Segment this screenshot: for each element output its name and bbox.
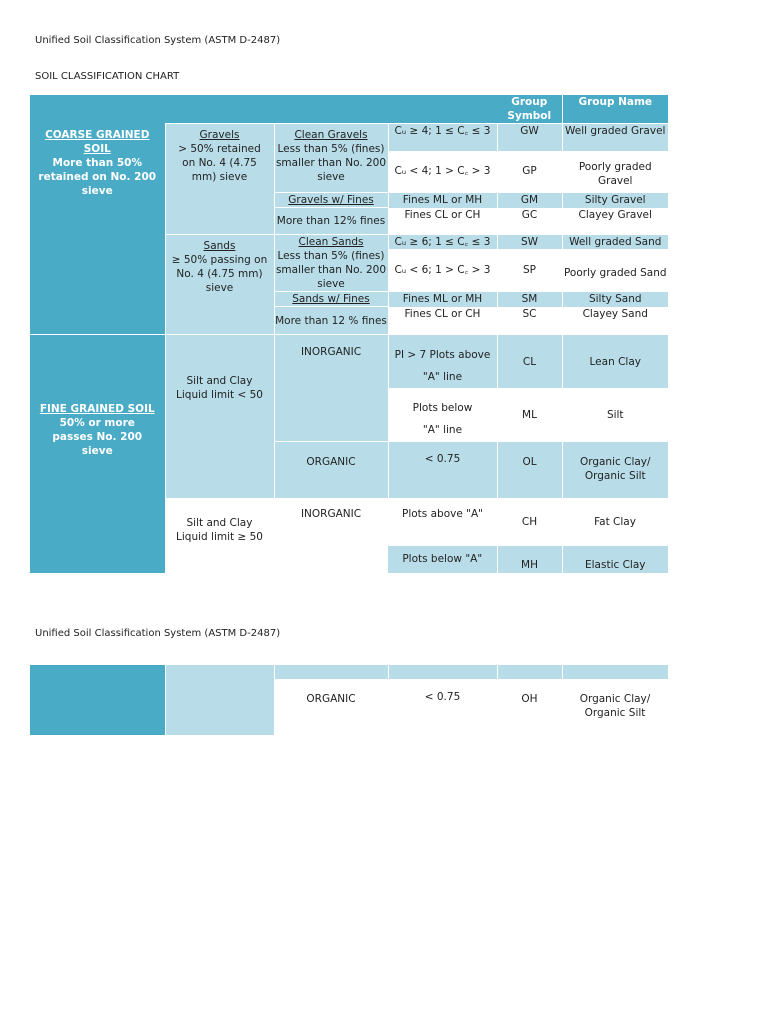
- sw-name: Well graded Sand: [562, 235, 668, 250]
- gravels-fines-title: Gravels w/ Fines: [274, 193, 388, 208]
- ol-criteria: < 0.75: [388, 442, 497, 498]
- gravels-desc: > 50% retained on No. 4 (4.75 mm) sieve: [178, 143, 261, 183]
- low-organic: ORGANIC: [274, 442, 388, 498]
- gp-symbol: GP: [497, 151, 562, 193]
- document-title: Unified Soil Classification System (ASTM D-2487): [35, 35, 281, 46]
- gw-name: Well graded Gravel: [562, 124, 668, 151]
- ml-name: Silt: [562, 388, 668, 442]
- low-ll-cell: [165, 335, 274, 498]
- soil-classification-table-continued: [30, 665, 668, 735]
- ol-name: Organic Clay/ Organic Silt: [562, 442, 668, 498]
- sands-cell: [165, 235, 274, 335]
- sp-criteria: Cᵤ < 6; 1 > C꜀ > 3: [388, 249, 497, 291]
- mh-name: Elastic Clay: [562, 546, 668, 573]
- sc-criteria: Fines CL or CH: [388, 307, 497, 335]
- coarse-grained-desc: More than 50% retained on No. 200 sieve: [38, 156, 157, 197]
- high-organic: ORGANIC: [274, 679, 388, 735]
- gravels-fines-desc: More than 12% fines: [274, 208, 388, 235]
- soil-classification-table: [30, 95, 668, 573]
- gm-symbol: GM: [497, 193, 562, 208]
- low-inorganic: INORGANIC: [274, 335, 388, 442]
- high-inorganic: INORGANIC: [274, 498, 388, 573]
- gw-symbol: GW: [497, 124, 562, 151]
- cont-fine-grained-cell: [30, 665, 165, 735]
- chart-title: SOIL CLASSIFICATION CHART: [35, 71, 180, 82]
- gravels-title: Gravels: [199, 129, 240, 141]
- document-title-repeat: Unified Soil Classification System (ASTM D-2487): [35, 628, 281, 639]
- high-ll-cell: [165, 498, 274, 573]
- gc-name: Clayey Gravel: [562, 208, 668, 235]
- cl-name: Lean Clay: [562, 335, 668, 389]
- fine-grained-cell: [30, 335, 165, 573]
- cont-blank-1: [274, 665, 388, 679]
- fine-grained-title: FINE GRAINED SOIL: [39, 402, 155, 415]
- ml-criteria-line2: "A" line: [422, 424, 463, 436]
- ch-symbol: CH: [497, 498, 562, 546]
- sands-title: Sands: [203, 240, 236, 252]
- sw-symbol: SW: [497, 235, 562, 250]
- sands-fines-title: Sands w/ Fines: [274, 292, 388, 307]
- coarse-grained-title: COARSE GRAINED SOIL: [45, 128, 150, 155]
- clean-sands-title: Clean Sands: [298, 236, 364, 248]
- clean-gravels-title: Clean Gravels: [294, 129, 368, 141]
- clean-gravels-cell: [274, 124, 388, 193]
- oh-name: Organic Clay/ Organic Silt: [562, 679, 668, 735]
- gp-criteria: Cᵤ < 4; 1 > C꜀ > 3: [388, 151, 497, 193]
- ml-criteria-line1: Plots below: [412, 402, 473, 414]
- cont-blank-3: [497, 665, 562, 679]
- header-group-symbol: Group Symbol: [497, 95, 562, 124]
- ml-symbol: ML: [497, 388, 562, 442]
- cont-high-ll-cell: [165, 665, 274, 735]
- sc-symbol: SC: [497, 307, 562, 335]
- ch-criteria: Plots above "A": [388, 498, 497, 546]
- ch-name: Fat Clay: [562, 498, 668, 546]
- gc-symbol: GC: [497, 208, 562, 235]
- fine-grained-desc: 50% or more passes No. 200 sieve: [52, 416, 143, 457]
- coarse-grained-cell: [30, 124, 165, 335]
- sm-symbol: SM: [497, 292, 562, 307]
- oh-symbol: OH: [497, 679, 562, 735]
- clean-sands-cell: [274, 235, 388, 292]
- sm-name: Silty Sand: [562, 292, 668, 307]
- gw-criteria: Cᵤ ≥ 4; 1 ≤ C꜀ ≤ 3: [388, 124, 497, 151]
- mh-symbol: MH: [497, 546, 562, 573]
- sp-symbol: SP: [497, 249, 562, 291]
- low-ll-desc: Silt and Clay Liquid limit < 50: [176, 375, 263, 402]
- cont-blank-4: [562, 665, 668, 679]
- cl-symbol: CL: [497, 335, 562, 389]
- header-blank: [30, 95, 497, 124]
- clean-sands-desc: Less than 5% (fines) smaller than No. 200 sieve: [275, 250, 387, 290]
- oh-criteria: < 0.75: [388, 679, 497, 735]
- cl-criteria-line2: "A" line: [422, 371, 463, 383]
- gravels-cell: [165, 124, 274, 235]
- gm-criteria: Fines ML or MH: [388, 193, 497, 208]
- ml-criteria: [388, 388, 497, 442]
- high-ll-desc: Silt and Clay Liquid limit ≥ 50: [176, 517, 263, 543]
- sands-fines-desc: More than 12 % fines: [274, 307, 388, 335]
- sm-criteria: Fines ML or MH: [388, 292, 497, 307]
- cl-criteria-line1: PI > 7 Plots above: [394, 349, 491, 361]
- sc-name: Clayey Sand: [562, 307, 668, 335]
- gm-name: Silty Gravel: [562, 193, 668, 208]
- sw-criteria: Cᵤ ≥ 6; 1 ≤ C꜀ ≤ 3: [388, 235, 497, 250]
- ol-symbol: OL: [497, 442, 562, 498]
- cl-criteria: [388, 335, 497, 389]
- sands-desc: ≥ 50% passing on No. 4 (4.75 mm) sieve: [171, 254, 268, 294]
- gc-criteria: Fines CL or CH: [388, 208, 497, 235]
- header-group-name: Group Name: [562, 95, 668, 124]
- cont-blank-2: [388, 665, 497, 679]
- sp-name: Poorly graded Sand: [562, 249, 668, 291]
- mh-criteria: Plots below "A": [388, 546, 497, 573]
- gp-name: Poorly graded Gravel: [562, 151, 668, 193]
- clean-gravels-desc: Less than 5% (fines) smaller than No. 200 sieve: [275, 143, 387, 183]
